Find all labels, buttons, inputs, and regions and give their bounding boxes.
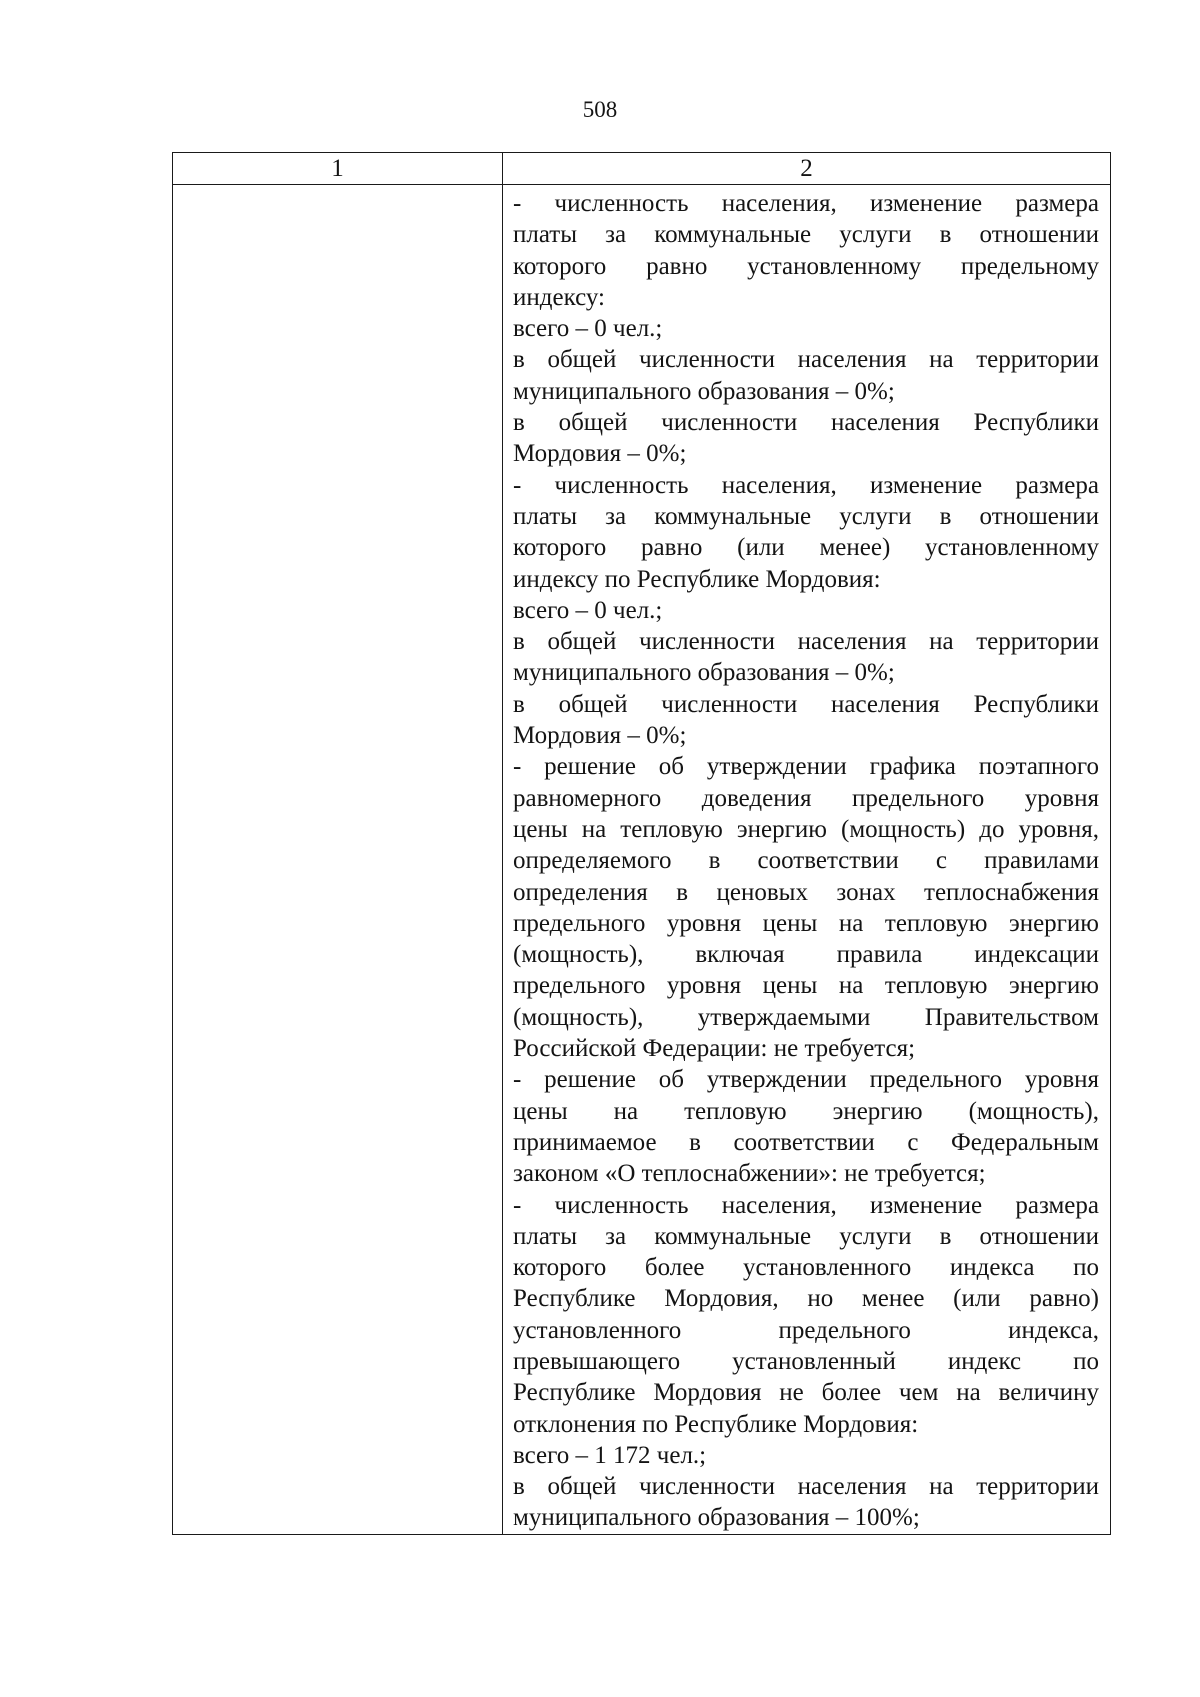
text-line: в общей численности населения на территории	[513, 346, 1099, 374]
text-line: установленного предельного индекса,	[513, 1316, 1099, 1344]
text-line: цены на тепловую энергию (мощность) до уровня,	[513, 815, 1099, 843]
text-line: в общей численности населения на территории	[513, 1473, 1099, 1501]
text-line: - решение об утверждении графика поэтапного	[513, 753, 1099, 781]
text-line: - численность населения, изменение размера	[513, 190, 1099, 217]
text-line: - численность населения, изменение размера	[513, 1191, 1099, 1219]
text-line: которого равно (или менее) установленному	[513, 534, 1099, 562]
document-table	[172, 152, 1111, 1535]
text-line: Республике Мордовия не более чем на величину	[513, 1379, 1099, 1407]
cell-text-block	[513, 188, 1099, 1534]
text-line: индексу:	[513, 283, 605, 311]
text-line: которого равно установленному предельному	[513, 252, 1099, 280]
text-line: законом «О теплоснабжении»: не требуется;	[513, 1160, 986, 1188]
text-line: определяемого в соответствии с правилами	[513, 847, 1099, 875]
text-line: муниципального образования – 0%;	[513, 377, 895, 405]
text-line: которого более установленного индекса по	[513, 1254, 1099, 1282]
text-line: Республике Мордовия, но менее (или равно)	[513, 1285, 1099, 1313]
text-line: равномерного доведения предельного уровня	[513, 784, 1099, 812]
column-header-1: 1	[173, 153, 503, 185]
text-line: Мордовия – 0%;	[513, 722, 687, 750]
text-line: платы за коммунальные услуги в отношении	[513, 221, 1099, 249]
text-line: всего – 1 172 чел.;	[513, 1441, 707, 1469]
column-header-2: 2	[503, 153, 1111, 185]
table-header-row	[173, 153, 1111, 185]
text-line: определения в ценовых зонах теплоснабжения	[513, 878, 1099, 906]
text-line: цены на тепловую энергию (мощность),	[513, 1097, 1099, 1125]
text-line: предельного уровня цены на тепловую энергию	[513, 972, 1099, 1000]
text-line: в общей численности населения Республики	[513, 690, 1099, 718]
text-line: платы за коммунальные услуги в отношении	[513, 502, 1099, 530]
text-line: Мордовия – 0%;	[513, 440, 687, 468]
text-line: индексу по Республике Мордовия:	[513, 565, 881, 593]
text-line: - решение об утверждении предельного уровня	[513, 1066, 1099, 1094]
text-line: платы за коммунальные услуги в отношении	[513, 1222, 1099, 1250]
text-line: в общей численности населения Республики	[513, 409, 1099, 437]
text-line: отклонения по Республике Мордовия:	[513, 1410, 919, 1438]
text-line: муниципального образования – 0%;	[513, 659, 895, 687]
text-line: превышающего установленный индекс по	[513, 1347, 1099, 1375]
text-line: принимаемое в соответствии с Федеральным	[513, 1128, 1099, 1156]
text-line: всего – 0 чел.;	[513, 315, 663, 343]
text-line: (мощность), включая правила индексации	[513, 941, 1099, 969]
text-line: всего – 0 чел.;	[513, 596, 663, 624]
text-line: в общей численности населения на территории	[513, 628, 1099, 656]
page-number: 508	[582, 97, 618, 122]
text-line: предельного уровня цены на тепловую энергию	[513, 909, 1099, 937]
text-line: - численность населения, изменение размера	[513, 471, 1099, 499]
empty-cell-column-1	[173, 185, 503, 1535]
text-cell-column-2	[503, 185, 1111, 1535]
text-line: муниципального образования – 100%;	[513, 1504, 920, 1532]
text-line: (мощность), утверждаемыми Правительством	[513, 1003, 1099, 1031]
text-line: Российской Федерации: не требуется;	[513, 1035, 916, 1063]
table-row	[173, 185, 1111, 1535]
